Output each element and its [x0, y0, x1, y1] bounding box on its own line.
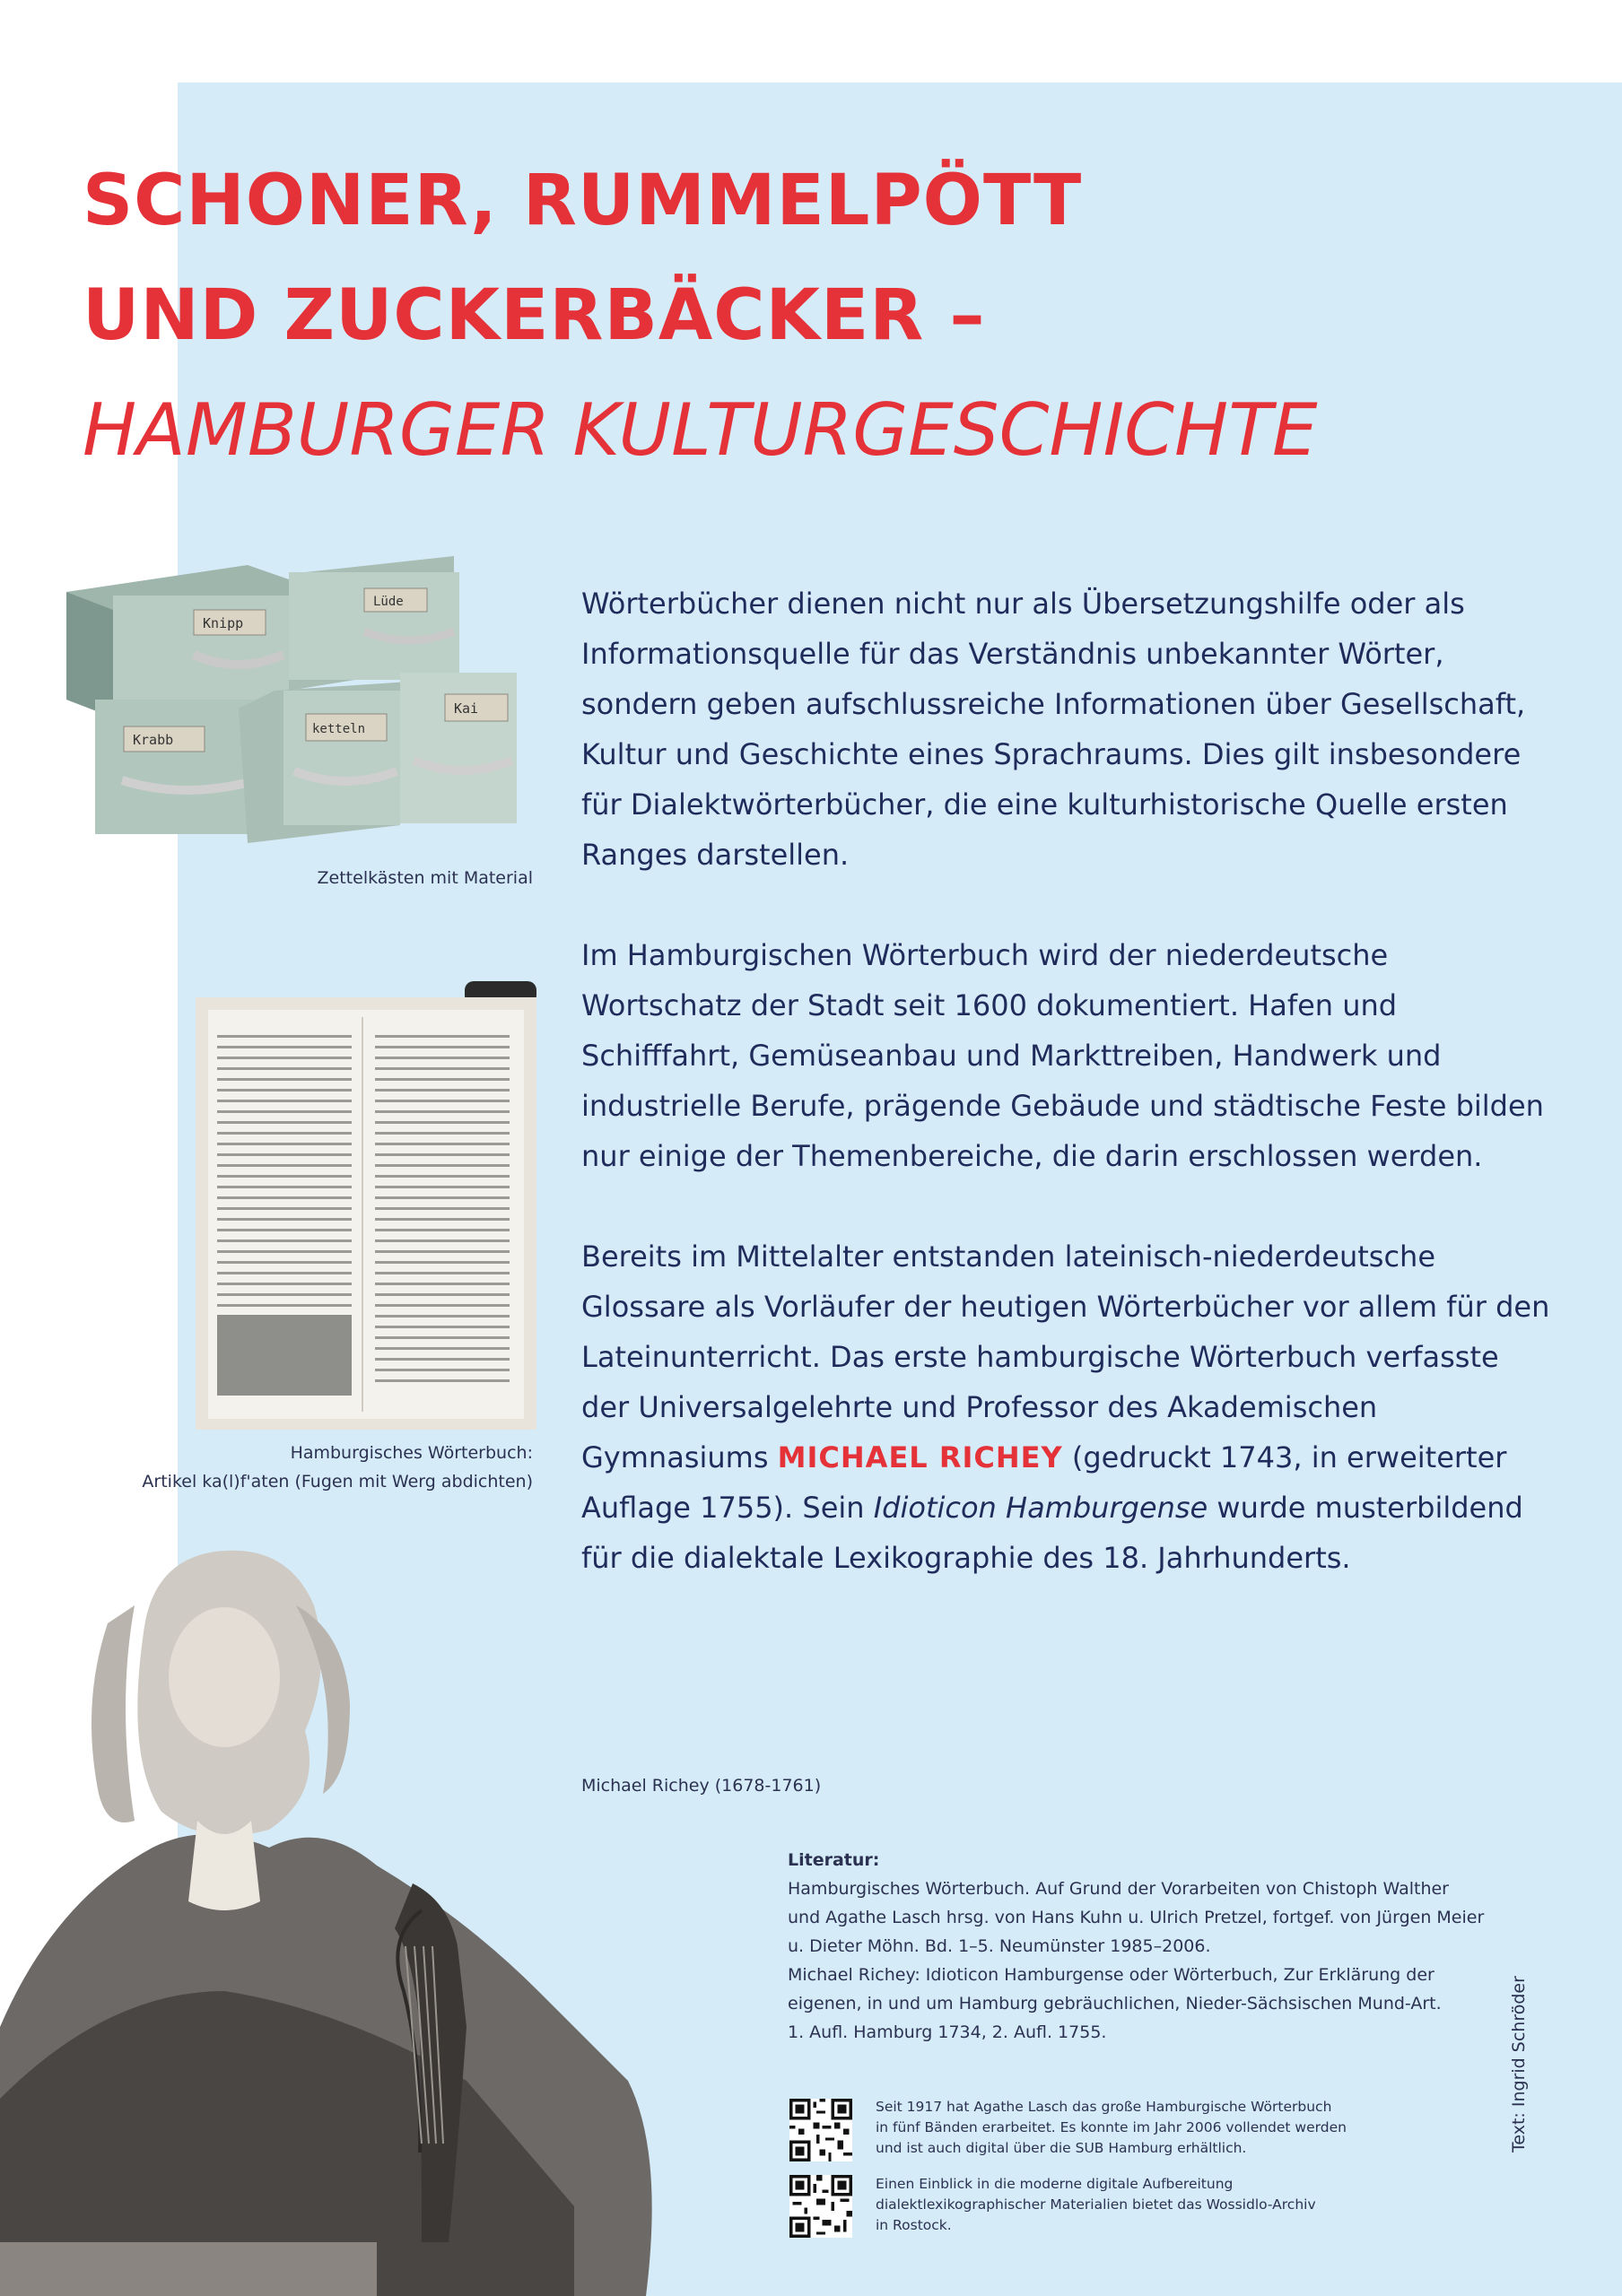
literature-line: u. Dieter Möhn. Bd. 1–5. Neumünster 1985–2006. [788, 1936, 1211, 1956]
caption-dictionary-line-1: Hamburgisches Wörterbuch: [290, 1443, 533, 1463]
paragraph-1: Wörterbücher dienen nicht nur als Übersetzungshilfe oder als Informationsquelle für das Verständnis unbekannter Wörter, sondern geben aufschlussreiche Informationen über Gesellschaft, Kultur und Geschichte eines Sprachraums. Dies gilt insbesondere für Dialektwörterbücher, die eine kulturhistorische Quelle ersten Ranges darstellen. [581, 587, 1526, 872]
author-credit: Text: Ingrid Schröder [1509, 1976, 1529, 2152]
literature-line: und Agathe Lasch hrsg. von Hans Kuhn u. Ulrich Pretzel, fortgef. von Jürgen Meier [788, 1908, 1485, 1927]
work-title: Idioticon Hamburgense [873, 1491, 1208, 1525]
page-title [83, 144, 1590, 488]
paragraph-3 [581, 1231, 1550, 1583]
qr-code-wossidlo-archiv[interactable] [789, 2175, 852, 2238]
caption-portrait: Michael Richey (1678-1761) [581, 1776, 822, 1796]
drawer-label-3: Krabb [133, 732, 174, 748]
paragraph-3-part-a: Bereits im Mittelalter entstanden lateinisch-niederdeutsche Glossare als Vorläufer der heutigen Wörterbücher vor allem für den Lateinunterricht. Das erste hamburgische Wörterbuch verfasste der Universalgelehrte und Professor des Akademischen Gymnasiums [581, 1239, 1550, 1474]
literature-line: Michael Richey: Idioticon Hamburgense oder Wörterbuch, Zur Erklärung der [788, 1965, 1435, 1985]
paragraph-3-part-c: wurde musterbildend für die dialektale Lexikographie des 18. Jahrhunderts. [581, 1491, 1523, 1575]
qr-note-2-line: dialektlexikographischer Materialien bietet das Wossidlo-Archiv [876, 2196, 1316, 2213]
caption-card-drawers: Zettelkästen mit Material [317, 868, 533, 888]
michael-richey-portrait [0, 1525, 682, 2296]
literature-line: 1. Aufl. Hamburg 1734, 2. Aufl. 1755. [788, 2022, 1107, 2042]
highlight-name: MICHAEL RICHEY [777, 1440, 1063, 1474]
drawer-label-5: Kai [454, 700, 479, 717]
title-line-1: SCHONER, RUMMELPÖTT [83, 161, 1083, 241]
qr-note-2 [876, 2174, 1432, 2236]
main-text [581, 578, 1550, 1633]
qr-note-1-line: in fünf Bänden erarbeitet. Es konnte im Jahr 2006 vollendet werden [876, 2119, 1347, 2135]
drawer-front-middle [239, 682, 409, 843]
literature-line: eigenen, in und um Hamburg gebräuchlichen, Nieder-Sächsischen Mund-Art. [788, 1994, 1442, 2013]
qr-note-1-line: und ist auch digital über die SUB Hamburg erhältlich. [876, 2140, 1247, 2156]
card-drawers-photo [59, 556, 535, 852]
drawer-label-1: Knipp [203, 615, 244, 631]
qr-code-sub-hamburg[interactable] [789, 2099, 852, 2161]
title-line-3: HAMBURGER KULTURGESCHICHTE [83, 388, 1318, 472]
drawer-label-2: Lüde [373, 595, 404, 609]
dictionary-book-photo [196, 981, 536, 1430]
drawer-back-right [289, 556, 459, 691]
drawer-label-4: ketteln [312, 722, 366, 736]
qr-note-1-line: Seit 1917 hat Agathe Lasch das große Hamburgische Wörterbuch [876, 2099, 1332, 2115]
paragraph-2: Im Hamburgischen Wörterbuch wird der niederdeutsche Wortschatz der Stadt seit 1600 dokumentiert. Hafen und Schifffahrt, Gemüseanbau und Markttreiben, Handwerk und industrielle Berufe, prägende Gebäude und städtische Feste bilden nur einige der Themenbereiche, die darin erschlossen werden. [581, 938, 1544, 1173]
drawer-front-right [400, 673, 517, 823]
drawer-back-left [66, 565, 289, 718]
qr-note-2-line: Einen Einblick in die moderne digitale Aufbereitung [876, 2176, 1234, 2192]
literature-heading: Literatur: [788, 1850, 880, 1870]
qr-note-2-line: in Rostock. [876, 2217, 952, 2233]
caption-dictionary-book [142, 1439, 533, 1496]
qr-note-1 [876, 2097, 1432, 2159]
caption-dictionary-line-2: Artikel ka(l)f'aten (Fugen mit Werg abdichten) [142, 1472, 533, 1492]
book-illustration [217, 1315, 352, 1396]
title-line-2: UND ZUCKERBÄCKER – [83, 275, 986, 356]
literature-line: Hamburgisches Wörterbuch. Auf Grund der Vorarbeiten von Chistoph Walther [788, 1879, 1449, 1899]
paragraph-3-part-b: (gedruckt 1743, in erweiterter Auflage 1755). Sein [581, 1440, 1507, 1525]
literature-section [788, 1846, 1505, 2047]
